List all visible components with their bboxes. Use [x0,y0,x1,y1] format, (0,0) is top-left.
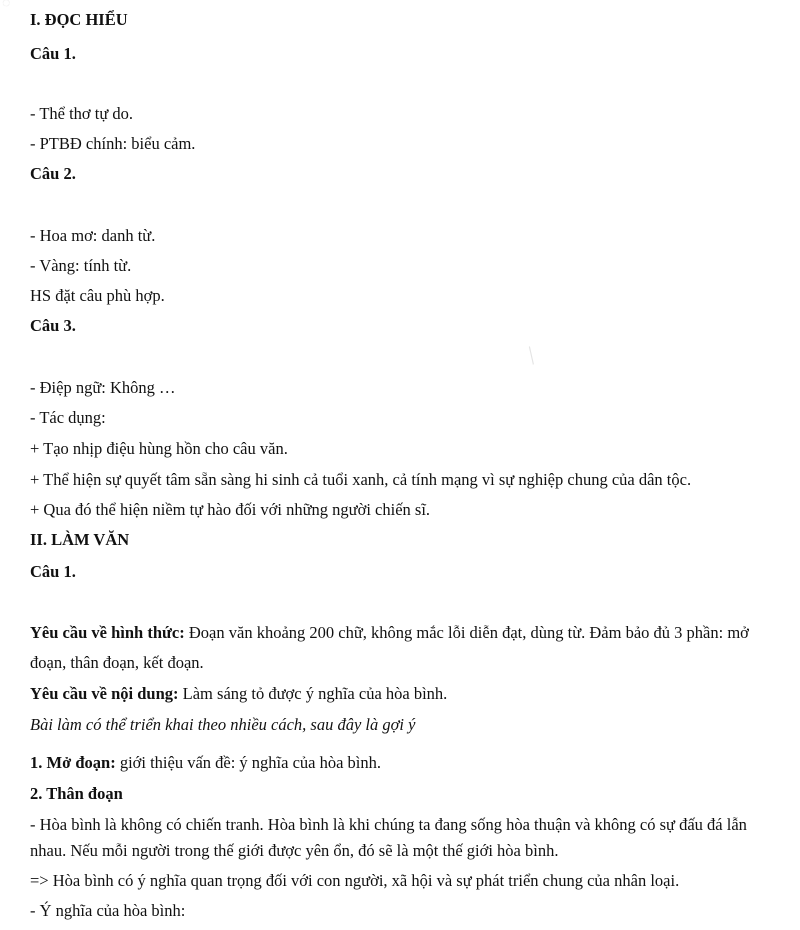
opening-text: giới thiệu vấn đề: ý nghĩa của hòa bình. [115,753,382,772]
body-line: nhau. Nếu mỗi người trong thế giới được yên ổn, đó sẽ là một thế giới hòa bình. [30,841,559,860]
form-requirement-continued: đoạn, thân đoạn, kết đoạn. [30,653,204,672]
answer-line: - Tác dụng: [30,408,106,427]
opening-paragraph [30,753,381,773]
question-label: Câu 1. [30,44,76,63]
body-line: => Hòa bình có ý nghĩa quan trọng đối với con người, xã hội và sự phát triển chung của nhân loại. [30,871,680,890]
answer-line: HS đặt câu phù hợp. [30,286,165,305]
body-line: - Hòa bình là không có chiến tranh. Hòa bình là khi chúng ta đang sống hòa thuận và không có sự đấu đá lẫn [30,815,747,834]
suggestion-note: Bài làm có thể triển khai theo nhiều cách, sau đây là gợi ý [30,715,416,734]
content-requirement-text: Làm sáng tỏ được ý nghĩa của hòa bình. [178,684,448,703]
body-heading: 2. Thân đoạn [30,784,123,803]
answer-line: + Qua đó thể hiện niềm tự hào đối với những người chiến sĩ. [30,500,431,519]
answer-line: + Thể hiện sự quyết tâm sẵn sàng hi sinh cả tuổi xanh, cả tính mạng vì sự nghiệp chung của dân tộc. [30,470,692,489]
question-label: Câu 1. [30,562,76,581]
form-requirement-label: Yêu cầu về hình thức: [30,623,185,642]
watermark-mark: ◌ [2,0,11,11]
question-label: Câu 2. [30,164,76,183]
answer-line: + Tạo nhịp điệu hùng hồn cho câu văn. [30,439,288,458]
opening-label: 1. Mở đoạn: [30,753,116,772]
content-requirement-label: Yêu cầu về nội dung: [30,684,179,703]
answer-line: - Điệp ngữ: Không … [30,378,176,397]
content-requirement [30,684,447,704]
question-label: Câu 3. [30,316,76,335]
answer-line: - Thể thơ tự do. [30,104,134,123]
watermark-mark: ╱ [524,348,541,365]
answer-line: - Hoa mơ: danh từ. [30,226,156,245]
form-requirement [30,623,749,643]
section-heading-writing: II. LÀM VĂN [30,530,130,549]
body-line: - Ý nghĩa của hòa bình: [30,901,186,920]
form-requirement-text: Đoạn văn khoảng 200 chữ, không mắc lỗi diễn đạt, dùng từ. Đảm bảo đủ 3 phần: mở [184,623,749,642]
section-heading-reading: I. ĐỌC HIỂU [30,10,128,29]
answer-line: - PTBĐ chính: biểu cảm. [30,134,196,153]
answer-line: - Vàng: tính từ. [30,256,132,275]
